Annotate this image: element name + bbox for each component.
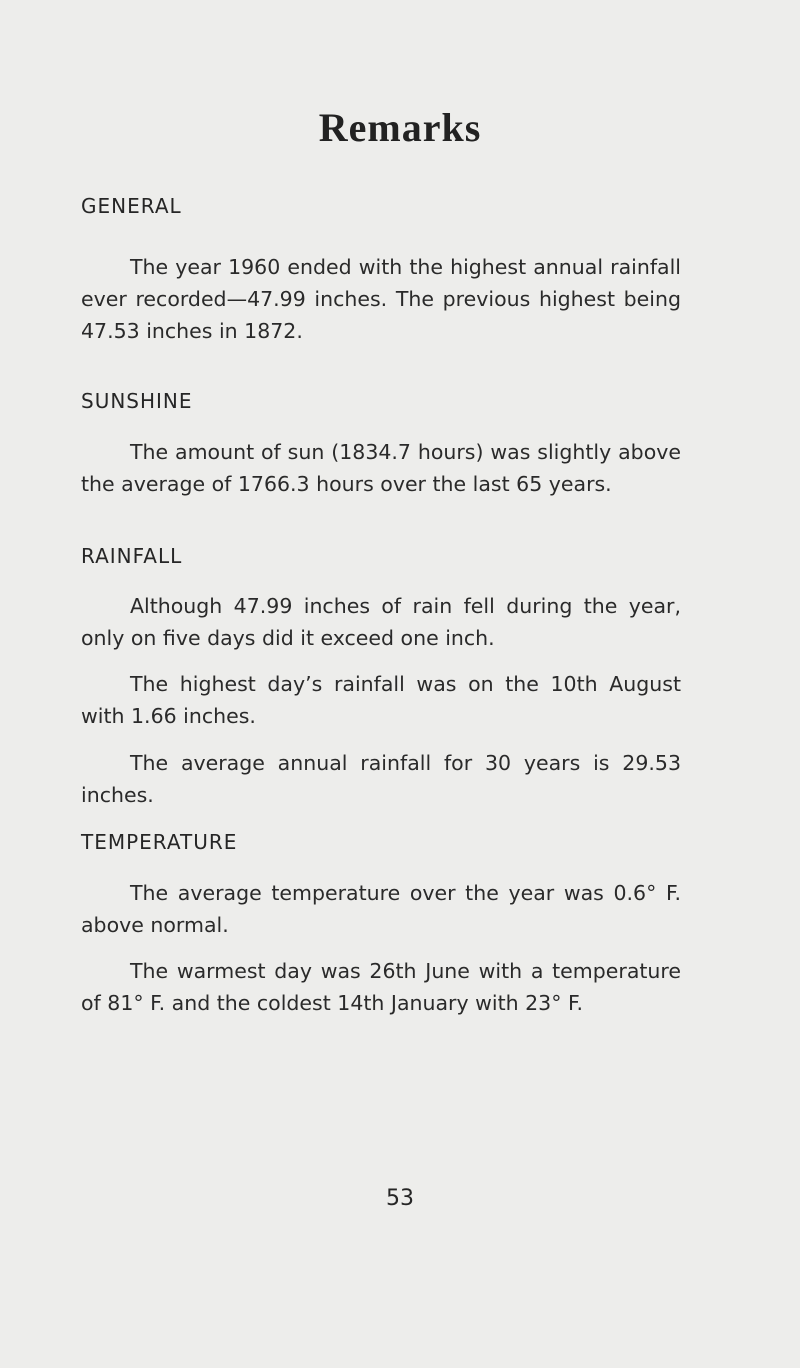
- temperature-paragraph-1: The average temperature over the year was 0.6° F. above normal.: [81, 881, 681, 937]
- rainfall-paragraph-1: Although 47.99 inches of rain fell during the year, only on five days did it exceed one inch.: [81, 594, 681, 650]
- section-heading-general: GENERAL: [81, 194, 182, 218]
- page-title: Remarks: [318, 105, 482, 150]
- rainfall-paragraph-2: The highest day’s rainfall was on the 10th August with 1.66 inches.: [81, 672, 681, 728]
- section-heading-sunshine: SUNSHINE: [81, 389, 193, 413]
- general-paragraph-1: The year 1960 ended with the highest annual rainfall ever recorded—47.99 inches. The previous highest being 47.53 inches in 1872.: [81, 255, 681, 343]
- section-heading-rainfall: RAINFALL: [81, 544, 183, 568]
- page-number: 53: [386, 1186, 414, 1211]
- rainfall-paragraph-3: The average annual rainfall for 30 years is 29.53 inches.: [81, 751, 681, 807]
- section-heading-temperature: TEMPERATURE: [81, 830, 238, 854]
- temperature-paragraph-2: The warmest day was 26th June with a temperature of 81° F. and the coldest 14th January with 23° F.: [81, 959, 681, 1015]
- sunshine-paragraph-1: The amount of sun (1834.7 hours) was slightly above the average of 1766.3 hours over the last 65 years.: [81, 440, 681, 496]
